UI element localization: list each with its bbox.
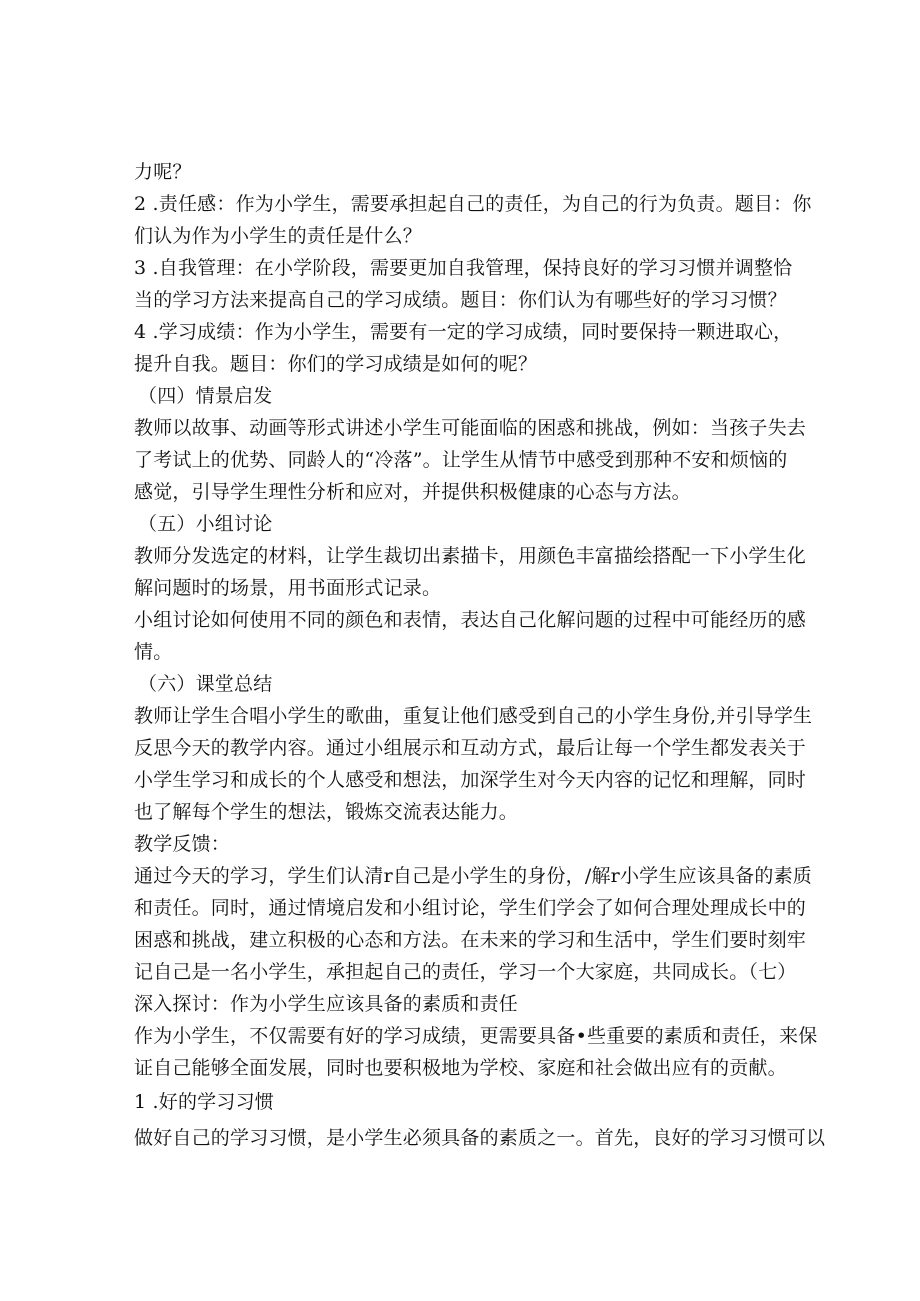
text-line: 作为小学生，不仅需要有好的学习成绩，更需要具备•些重要的素质和责任，来保 — [134, 1025, 818, 1047]
text-line: 通过今天的学习，学生们认清r自己是小学生的身份，/解r小学生应该具备的素质 — [134, 865, 812, 887]
section-heading: 1 .好的学习习惯 — [134, 1091, 274, 1113]
text-line: 证自己能够全面发展，同时也要积极地为学校、家庭和社会做出应有的贡献。 — [134, 1057, 787, 1079]
text-line: 记自己是一名小学生，承担起自己的责任，学习一个大家庭，共同成长。（七） — [134, 961, 797, 983]
text-line: 困惑和挑战，建立积极的心态和方法。在未来的学习和生活中，学生们要时刻牢 — [134, 929, 807, 951]
section-heading: （五）小组讨论 — [138, 513, 273, 535]
section-heading: （六）课堂总结 — [138, 673, 273, 695]
text-line: 也了解每个学生的想法，锻炼交流表达能力。 — [134, 801, 519, 823]
text-line: 提升自我。题目：你们的学习成绩是如何的呢？ — [134, 353, 538, 375]
text-line: 力呢？ — [134, 161, 192, 183]
text-line: 教师分发选定的材料，让学生裁切出素描卡，用颜色丰富描绘搭配一下小学生化 — [134, 545, 807, 567]
section-heading: 教学反馈： — [134, 833, 231, 855]
section-heading: （四）情景启发 — [138, 385, 273, 407]
text-line: 感觉，引导学生理性分析和应对，并提供积极健康的心态与方法。 — [134, 481, 691, 503]
text-line: 反思今天的教学内容。通过小组展示和互动方式，最后让每一个学生都发表关于 — [134, 737, 807, 759]
text-line: 4 .学习成绩：作为小学生，需要有一定的学习成绩，同时要保持一颗进取心， — [134, 321, 793, 343]
text-line: 和责任。同时，通过情境启发和小组讨论，学生们学会了如何合理处理成长中的 — [134, 897, 807, 919]
text-line: 2 .责任感：作为小学生，需要承担起自己的责任，为自己的行为负责。题目：你 — [134, 193, 812, 215]
text-line: 小组讨论如何使用不同的颜色和表情，表达自己化解问题的过程中可能经历的感 — [134, 609, 807, 631]
text-line: 3 .自我管理：在小学阶段，需要更加自我管理，保持良好的学习习惯并调整恰 — [134, 257, 793, 279]
text-line: 当的学习方法来提高自己的学习成绩。题目：你们认为有哪些好的学习习惯？ — [134, 289, 787, 311]
text-line: 做好自己的学习习惯，是小学生必须具备的素质之一。首先，良好的学习习惯可以 — [134, 1127, 826, 1149]
text-line: 情。 — [134, 641, 173, 663]
text-line: 教师以故事、动画等形式讲述小学生可能面临的困惑和挑战，例如：当孩子失去 — [134, 417, 807, 439]
text-line: 小学生学习和成长的个人感受和想法，加深学生对今天内容的记忆和理解，同时 — [134, 769, 807, 791]
text-line: 了考试上的优势、同龄人的“冷落”。让学生从情节中感受到那种不安和烦恼的 — [134, 449, 788, 471]
text-line: 们认为作为小学生的责任是什么？ — [134, 225, 423, 247]
text-line: 教师让学生合唱小学生的歌曲，重复让他们感受到自己的小学生身份,并引导学生 — [134, 705, 813, 727]
text-line: 深入探讨：作为小学生应该具备的素质和责任 — [134, 993, 519, 1015]
text-line: 解问题时的场景，用书面形式记录。 — [134, 577, 442, 599]
